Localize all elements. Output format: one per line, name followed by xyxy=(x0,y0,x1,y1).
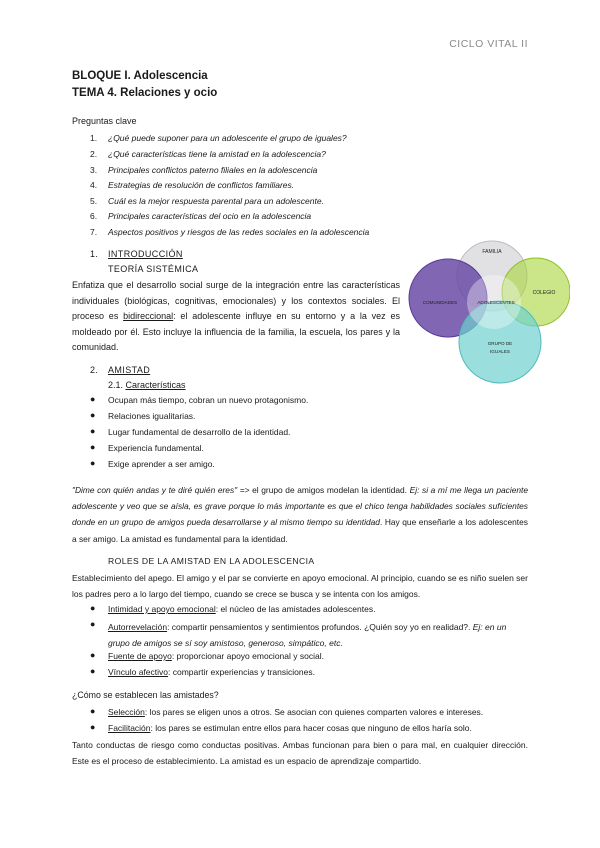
question-item: 6. Principales características del ocio en la adolescencia xyxy=(90,211,312,221)
question-item: 7. Aspectos positivos y riesgos de las redes sociales en la adolescencia xyxy=(90,227,370,237)
bullet-dot: ● xyxy=(90,666,96,676)
bullet-dot: ● xyxy=(90,394,96,404)
bullet-dot: ● xyxy=(90,426,96,436)
establish-closing-paragraph: Tanto conductas de riesgo como conductas positivas. Ambas funcionan para bien o para mal, en cualquier dirección. Este es el proceso de establecimiento. La amistad es un espacio de aprendizaje compartido. xyxy=(72,740,528,766)
characteristic-item: Exige aprender a ser amigo. xyxy=(108,459,215,469)
topic-title: TEMA 4. Relaciones y ocio xyxy=(72,87,218,99)
roles-heading: ROLES DE LA AMISTAD EN LA ADOLESCENCIA xyxy=(108,556,315,566)
community-label: COMUNIDADES xyxy=(422,300,458,305)
section1-subtitle: TEORÍA SISTÉMICA xyxy=(108,264,199,274)
bullet-dot: ● xyxy=(90,410,96,420)
bullet-dot: ● xyxy=(90,650,96,660)
question-item: 1. ¿Qué puede suponer para un adolescente el grupo de iguales? xyxy=(90,133,347,143)
characteristic-item: Experiencia fundamental. xyxy=(108,443,204,453)
characteristic-item: Lugar fundamental de desarrollo de la identidad. xyxy=(108,427,291,437)
bullet-dot: ● xyxy=(90,442,96,452)
systems-venn-diagram xyxy=(408,232,570,384)
characteristic-item: Ocupan más tiempo, cobran un nuevo protagonismo. xyxy=(108,395,309,405)
family-label: FAMILIA xyxy=(482,249,502,255)
role-item: Intimidad y apoyo emocional: el núcleo de las amistades adolescentes. xyxy=(108,604,376,614)
peers-label-line1: GRUPO DE xyxy=(487,341,513,346)
role-item: Vínculo afectivo: compartir experiencias y transiciones. xyxy=(108,667,315,677)
adolescents-label: ADOLESCENTES xyxy=(477,300,515,305)
bullet-dot: ● xyxy=(90,722,96,732)
section2-heading: 2. AMISTAD xyxy=(90,365,151,375)
key-questions-heading: Preguntas clave xyxy=(72,116,137,126)
roles-intro-paragraph: Establecimiento del apego. El amigo y el par se convierte en apoyo emocional. Al principio, cuando se es niño suelen ser los padres pero a lo largo del tiempo, cuando se crece se busca y se intenta con los amigos. xyxy=(72,573,528,599)
block-title: BLOQUE I. Adolescencia xyxy=(72,70,208,82)
course-header: CICLO VITAL II xyxy=(449,38,528,50)
systemic-theory-paragraph: Enfatiza que el desarrollo social surge de la integración entre las características individuales (biológicas, cognitivas, emocionales) y los contextos sociales. El proceso es bidireccional: el adolescente influye en su entorno y a la vez es moldeado por él. Esto incluye la influencia de la familia, la escuela, los pares y la comunidad. xyxy=(72,280,400,352)
bullet-dot: ● xyxy=(90,706,96,716)
section2-1-heading: 2.1. Características xyxy=(108,380,186,390)
question-item: 5. Cuál es la mejor respuesta parental para un adolescente. xyxy=(90,196,324,206)
characteristic-item: Relaciones igualitarias. xyxy=(108,411,196,421)
question-item: 2. ¿Qué características tiene la amistad en la adolescencia? xyxy=(90,149,326,159)
role-item: Fuente de apoyo: proporcionar apoyo emocional y social. xyxy=(108,651,324,661)
bullet-dot: ● xyxy=(90,603,96,613)
bullet-dot: ● xyxy=(90,619,96,629)
establish-question: ¿Cómo se establecen las amistades? xyxy=(72,690,219,700)
section1-heading: 1. INTRODUCCIÓN xyxy=(90,249,183,259)
question-item: 4. Estrategias de resolución de conflictos familiares. xyxy=(90,180,295,190)
bullet-dot: ● xyxy=(90,458,96,468)
role-item: Autorrevelación: compartir pensamientos y sentimientos profundos. ¿Quién soy yo en realidad?. Ej: en un grupo de amigos se sí soy amistoso, generoso, simpático, etc. xyxy=(108,622,507,648)
peers-label-line2: IGUALES xyxy=(490,349,510,354)
establish-item: Selección: los pares se eligen unos a otros. Se asocian con quienes comparten valores e intereses. xyxy=(108,707,484,717)
question-item: 3. Principales conflictos paterno filiales en la adolescencia xyxy=(90,165,318,175)
identity-quote-paragraph: "Dime con quién andas y te diré quién eres" => el grupo de amigos modelan la identidad. Ej: si a mí me llega un paciente adolescente y veo que se aísla, es grave porque lo más importante es que el chico tenga habilidades sociales suficientes donde en un grupo de amigos pueda desarrollarse y al mismo tiempo su identidad. Hay que enseñarle a los adolescentes a ser amigo. La amistad es fundamental para la identidad. xyxy=(72,485,528,544)
school-label: COLEGIO xyxy=(532,290,556,296)
establish-item: Facilitación: los pares se estimulan entre ellos para hacer cosas que ninguno de ellos haría solo. xyxy=(108,723,472,733)
